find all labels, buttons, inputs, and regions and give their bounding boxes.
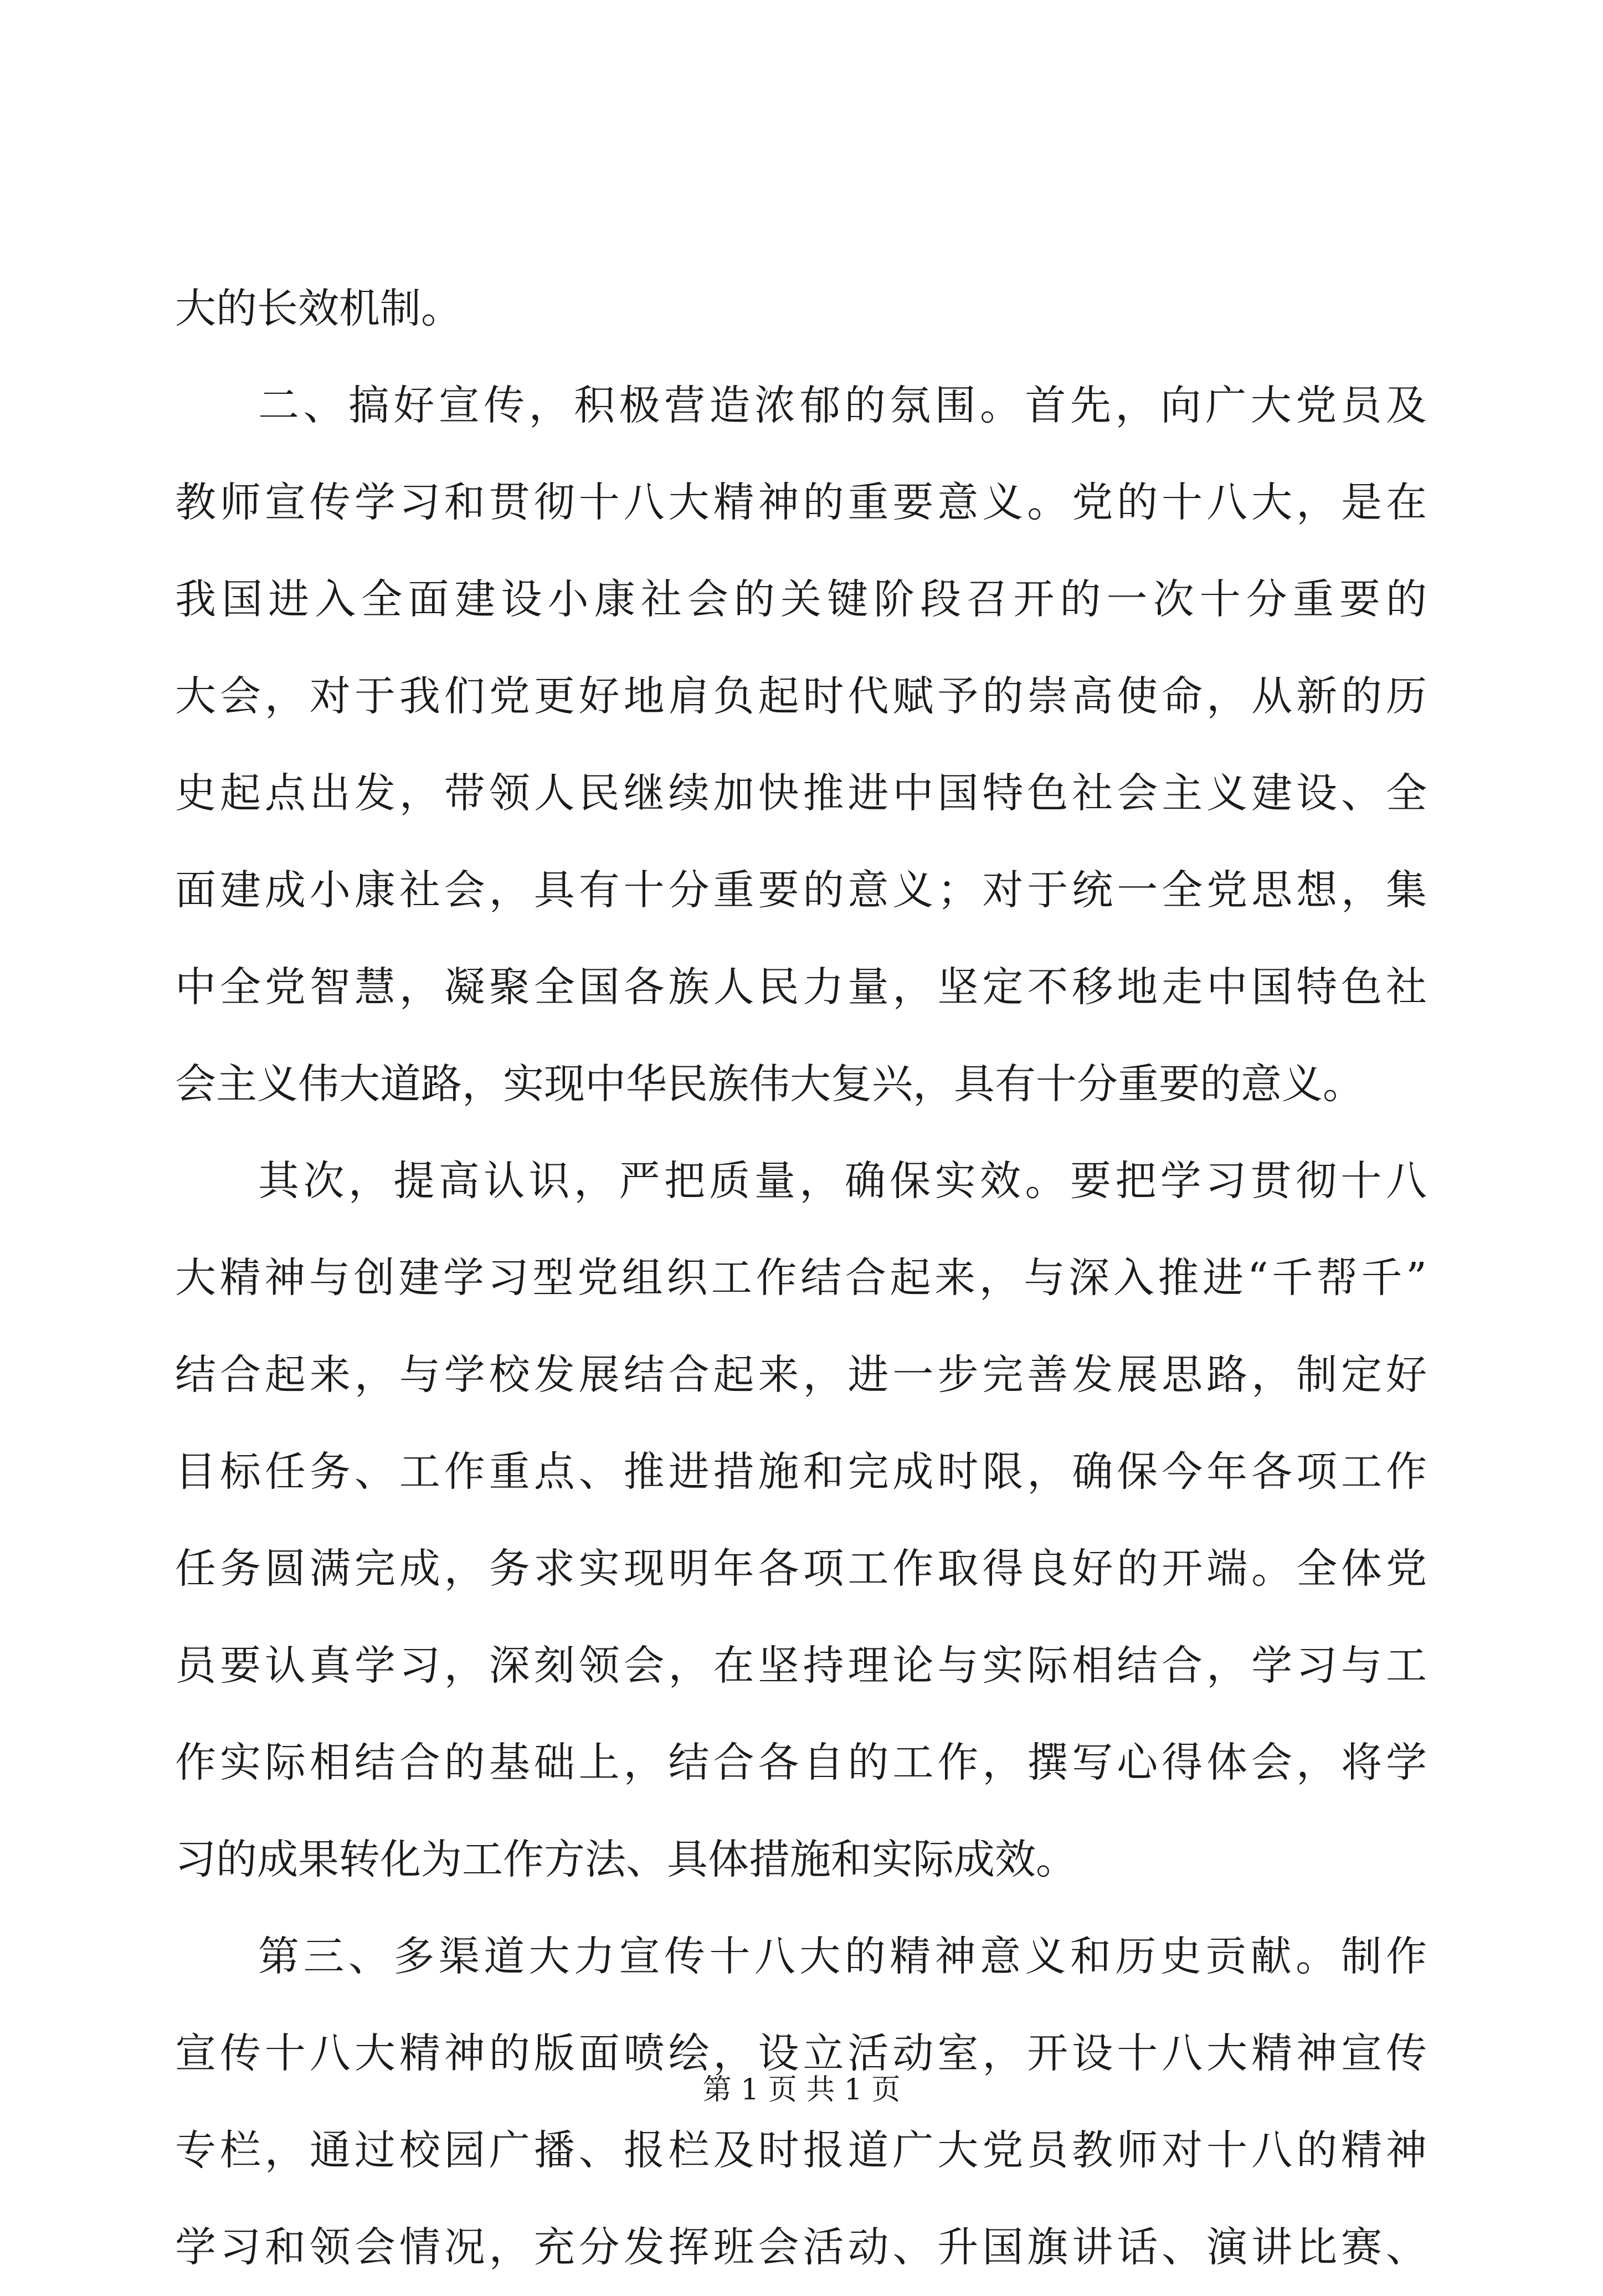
paragraph-line: 结合起来，与学校发展结合起来，进一步完善发展思路，制定好 — [175, 1351, 1427, 1399]
paragraph-line: 第三、多渠道大力宣传十八大的精神意义和历史贡献。制作 — [258, 1933, 1427, 1980]
paragraph-line: 作实际相结合的基础上，结合各自的工作，撰写心得体会，将学 — [175, 1739, 1427, 1786]
paragraph-line: 员要认真学习，深刻领会，在坚持理论与实际相结合，学习与工 — [175, 1642, 1427, 1689]
paragraph-line: 大精神与创建学习型党组织工作结合起来，与深入推进“千帮千” — [175, 1254, 1427, 1302]
paragraph-line: 学习和领会情况，充分发挥班会活动、升国旗讲话、演讲比赛、 — [175, 2223, 1427, 2271]
paragraph-line: 中全党智慧，凝聚全国各族人民力量，坚定不移地走中国特色社 — [175, 963, 1427, 1011]
paragraph-line: 二、搞好宣传，积极营造浓郁的氛围。首先，向广大党员及 — [258, 382, 1427, 429]
paragraph-line: 宣传十八大精神的版面喷绘，设立活动室，开设十八大精神宣传 — [175, 2030, 1427, 2077]
paragraph-line: 我国进入全面建设小康社会的关键阶段召开的一次十分重要的 — [175, 576, 1427, 623]
paragraph-line: 专栏，通过校园广播、报栏及时报道广大党员教师对十八的精神 — [175, 2127, 1427, 2174]
paragraph-line: 大会，对于我们党更好地肩负起时代赋予的崇高使命，从新的历 — [175, 672, 1427, 720]
paragraph-line: 教师宣传学习和贯彻十八大精神的重要意义。党的十八大，是在 — [175, 479, 1427, 526]
paragraph-line: 会主义伟大道路，实现中华民族伟大复兴，具有十分重要的意义。 — [175, 1060, 1364, 1108]
paragraph-line: 习的成果转化为工作方法、具体措施和实际成效。 — [175, 1836, 1077, 1883]
paragraph-line: 面建成小康社会，具有十分重要的意义；对于统一全党思想，集 — [175, 866, 1427, 914]
page-number-footer: 第 1 页 共 1 页 — [702, 2073, 901, 2107]
paragraph-line: 目标任务、工作重点、推进措施和完成时限，确保今年各项工作 — [175, 1448, 1427, 1496]
paragraph-line: 任务圆满完成，务求实现明年各项工作取得良好的开端。全体党 — [175, 1545, 1427, 1593]
paragraph-line: 史起点出发，带领人民继续加快推进中国特色社会主义建设、全 — [175, 769, 1427, 817]
document-body — [175, 260, 1427, 2296]
paragraph-line: 其次，提高认识，严把质量，确保实效。要把学习贯彻十八 — [258, 1157, 1427, 1205]
paragraph-line: 大的长效机制。 — [175, 285, 462, 332]
